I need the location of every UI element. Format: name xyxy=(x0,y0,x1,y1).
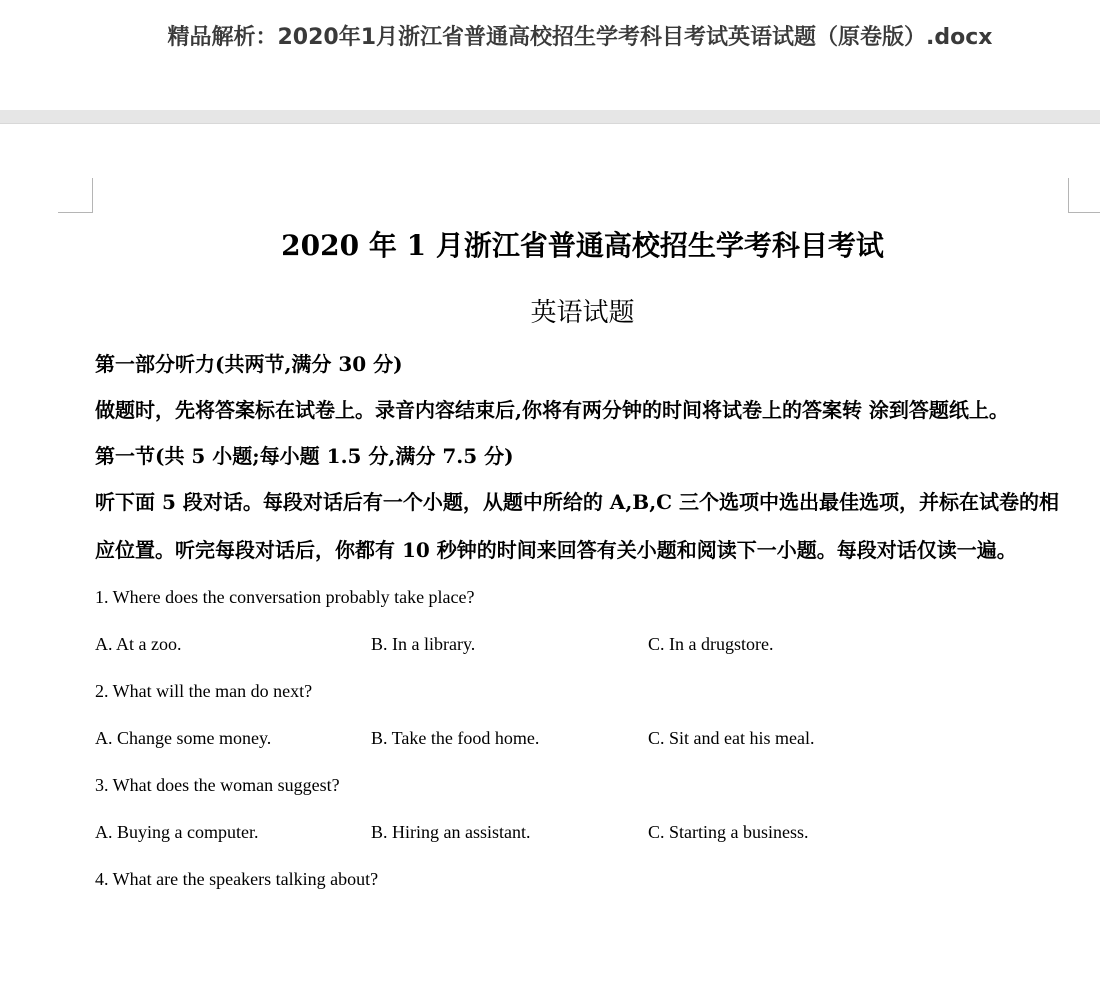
option-a: A. Buying a computer. xyxy=(95,822,259,842)
option-b: B. Hiring an assistant. xyxy=(371,822,531,842)
section1-heading: 第一节(共 5 小题;每小题 1.5 分,满分 7.5 分) xyxy=(95,444,514,468)
option-b: B. Take the food home. xyxy=(371,728,540,748)
question-text: 3. What does the woman suggest? xyxy=(95,775,340,795)
option-c: C. Sit and eat his meal. xyxy=(648,728,815,748)
option-c: C. Starting a business. xyxy=(648,822,809,842)
document-header xyxy=(0,0,1100,110)
question-text: 4. What are the speakers talking about? xyxy=(95,869,379,889)
document-filename: 精品解析：2020年1月浙江省普通高校招生学考科目考试英语试题（原卷版）.docx xyxy=(167,25,993,50)
option-a: A. At a zoo. xyxy=(95,634,182,654)
question-options xyxy=(95,715,1075,762)
margin-corner-top-right xyxy=(1068,178,1100,213)
exam-title: 2020 年 1 月浙江省普通高校招生学考科目考试 xyxy=(281,229,884,262)
page-separator xyxy=(0,110,1100,124)
question-text: 2. What will the man do next? xyxy=(95,681,313,701)
option-c: C. In a drugstore. xyxy=(648,634,774,654)
document-page[interactable] xyxy=(0,124,1100,990)
margin-corner-top-left xyxy=(58,178,93,213)
question-text: 1. Where does the conversation probably take place? xyxy=(95,587,475,607)
option-b: B. In a library. xyxy=(371,634,476,654)
exam-subtitle: 英语试题 xyxy=(530,298,635,328)
part1-instruction: 做题时，先将答案标在试卷上。录音内容结束后,你将有两分钟的时间将试卷上的答案转 涂到答题纸上。 xyxy=(95,398,1009,422)
question-options xyxy=(95,809,1075,856)
option-a: A. Change some money. xyxy=(95,728,272,748)
part1-heading: 第一部分听力(共两节,满分 30 分) xyxy=(95,352,403,376)
document-body xyxy=(95,342,1075,903)
section1-instruction: 听下面 5 段对话。每段对话后有一个小题，从题中所给的 A,B,C 三个选项中选出最佳选项，并标在试卷的相应位置。听完每段对话后，你都有 10 秒钟的时间来回答有关小题和阅读下一小题。每段对话仅读一遍。 xyxy=(95,490,1060,562)
question-options xyxy=(95,621,1075,668)
